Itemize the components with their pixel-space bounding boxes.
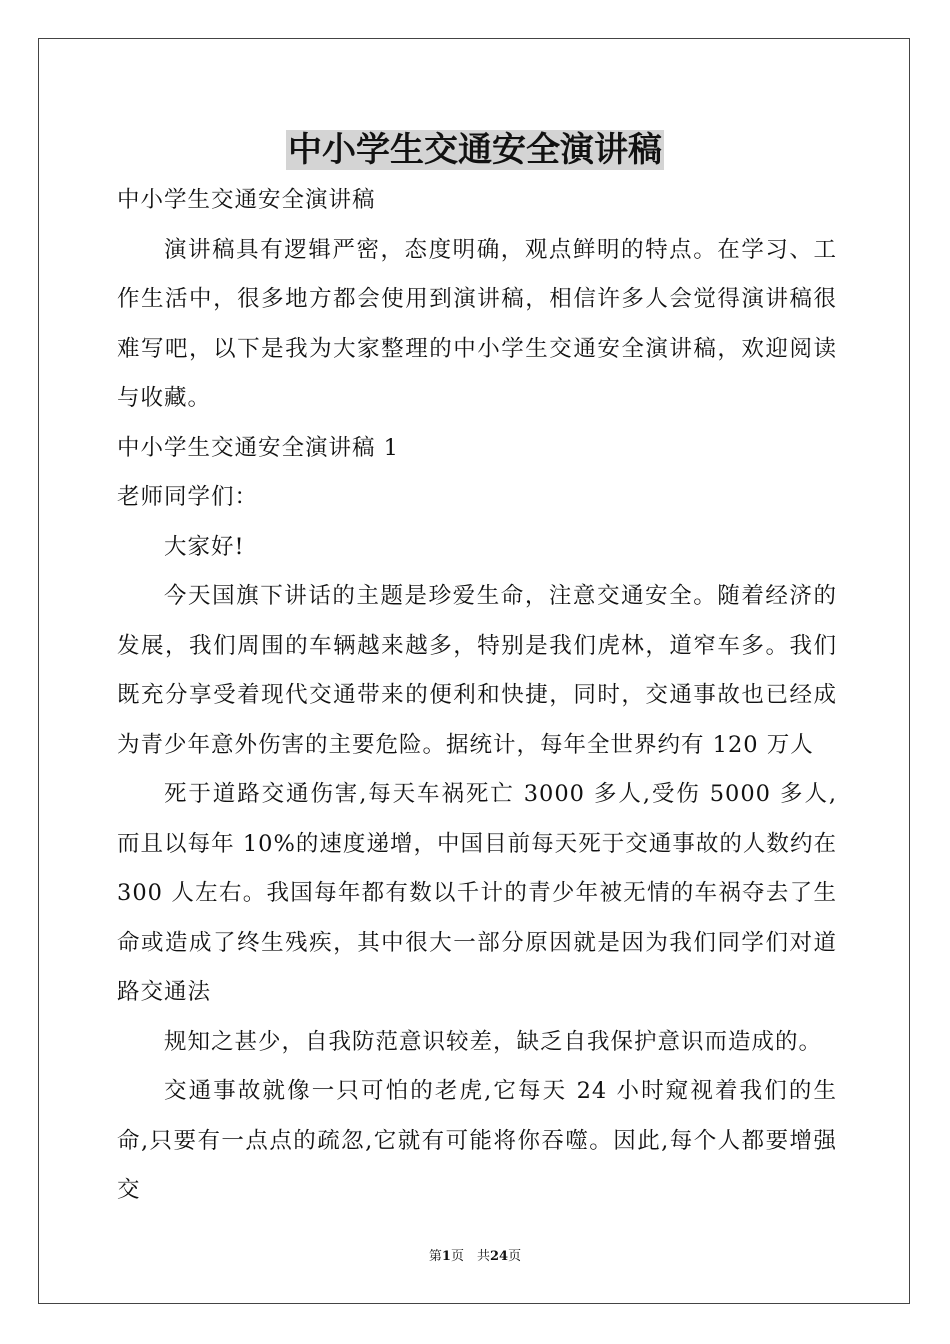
paragraph-6: 死于道路交通伤害,每天车祸死亡 3000 多人,受伤 5000 多人,而且以每年 10%的速度递增，中国目前每天死于交通事故的人数约在 300 人左右。我国每年都有数以千计的青少年被无情的车祸夺去了生命或造成了终生残疾，其中很大一部分原因就是因为我们同学们对道路交通法 — [117, 781, 837, 1005]
page-footer — [0, 1248, 950, 1266]
page-suffix: 页 — [508, 1249, 522, 1264]
page-current: 1 — [441, 1249, 451, 1264]
document-title-text: 中小学生交通安全演讲稿 — [288, 130, 662, 170]
paragraph-7: 规知之甚少，自我防范意识较差，缺乏自我保护意识而造成的。 — [164, 1028, 823, 1055]
document-body — [117, 176, 837, 1216]
paragraph-3: 老师同学们： — [117, 484, 259, 510]
paragraph-8: 交通事故就像一只可怕的老虎,它每天 24 小时窥视着我们的生命,只要有一点点的疏忽,它就有可能将你吞噬。因此,每个人都要增强交 — [117, 1078, 837, 1203]
paragraph-0: 中小学生交通安全演讲稿 — [117, 187, 376, 213]
paragraph-5: 今天国旗下讲话的主题是珍爱生命，注意交通安全。随着经济的发展，我们周围的车辆越来越多，特别是我们虎林，道窄车多。我们既充分享受着现代交通带来的便利和快捷，同时，交通事故也已经成为青少年意外伤害的主要危险。据统计，每年全世界约有 120 万人 — [117, 583, 837, 758]
paragraph-1: 演讲稿具有逻辑严密，态度明确，观点鲜明的特点。在学习、工作生活中，很多地方都会使用到演讲稿，相信许多人会觉得演讲稿很难写吧，以下是我为大家整理的中小学生交通安全演讲稿，欢迎阅读与收藏。 — [117, 236, 837, 411]
page-mid: 页 共 — [450, 1249, 490, 1264]
paragraph-4: 大家好! — [164, 533, 245, 560]
paragraph-2: 中小学生交通安全演讲稿 1 — [117, 434, 399, 461]
page-prefix: 第 — [428, 1249, 442, 1264]
page-total: 24 — [489, 1249, 509, 1264]
document-title — [0, 128, 950, 172]
